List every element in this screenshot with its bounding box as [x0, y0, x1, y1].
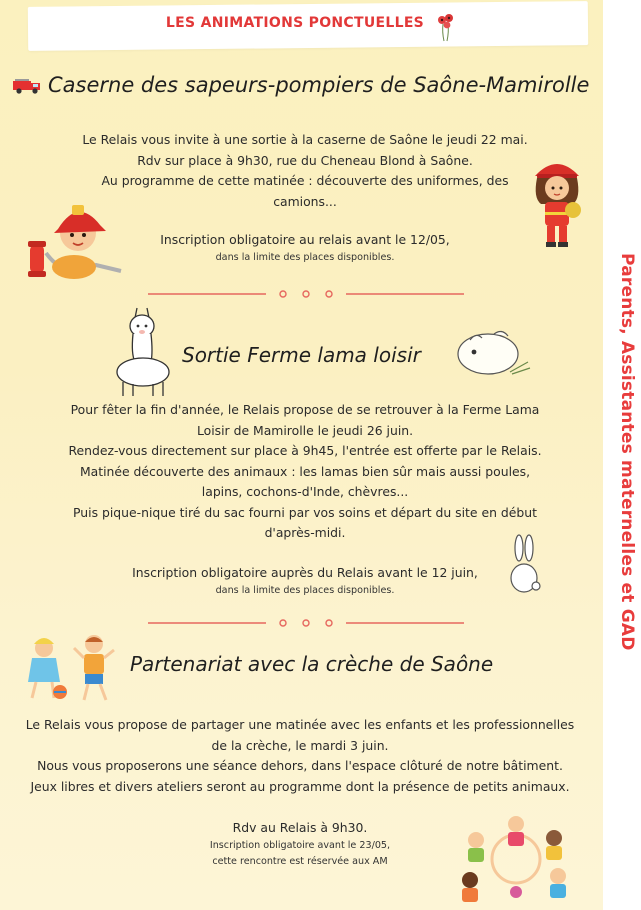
- caserne-line: Au programme de cette matinée : découverte des uniformes, des: [101, 173, 509, 188]
- creche-line: Nous vous proposerons une séance dehors, dans l'espace clôturé de notre bâtiment.: [37, 758, 563, 773]
- section-divider: [148, 617, 464, 629]
- ferme-line: d'après-midi.: [264, 525, 346, 540]
- rabbit-illustration: [506, 534, 542, 596]
- caserne-description: [60, 130, 550, 212]
- caserne-line: Rdv sur place à 9h30, rue du Cheneau Blond à Saône.: [137, 152, 473, 168]
- firefighter-girl-illustration: [527, 152, 587, 248]
- ferme-line: Matinée découverte des animaux : les lamas bien sûr mais aussi poules,: [79, 463, 531, 479]
- creche-rdv: Rdv au Relais à 9h30.: [232, 820, 368, 835]
- ferme-inscription: Inscription obligatoire auprès du Relais avant le 12 juin,: [132, 565, 478, 580]
- creche-inscription-line: Inscription obligatoire avant le 23/05,: [209, 840, 391, 851]
- audience-label: Parents, Assistantes maternelles et GAD: [617, 253, 637, 651]
- kids-circle-illustration: [446, 814, 586, 904]
- ferme-line: lapins, cochons-d'Inde, chèvres...: [201, 484, 409, 499]
- section-divider: [148, 288, 464, 300]
- creche-line: de la crèche, le mardi 3 juin.: [211, 737, 389, 753]
- caserne-inscription: Inscription obligatoire au relais avant le 12/05,: [160, 232, 450, 247]
- ferme-description: [40, 400, 570, 544]
- poppy-flower-icon: [435, 12, 457, 42]
- caserne-line: camions...: [273, 193, 337, 209]
- section-title-ferme: Sortie Ferme lama loisir: [182, 343, 421, 367]
- fire-truck-icon: [12, 77, 42, 95]
- guinea-pig-illustration: [450, 322, 532, 382]
- creche-note: cette rencontre est réservée aux AM: [212, 856, 388, 867]
- creche-line: Le Relais vous propose de partager une matinée avec les enfants et les professionnelles: [25, 717, 575, 732]
- page-title: LES ANIMATIONS PONCTUELLES: [165, 15, 425, 31]
- creche-description: [12, 715, 588, 797]
- ferme-line: Loisir de Mamirolle le jeudi 26 juin.: [196, 422, 414, 438]
- firefighter-boy-illustration: [26, 193, 128, 285]
- ferme-line: Pour fêter la fin d'année, le Relais propose de se retrouver à la Ferme Lama: [70, 402, 540, 417]
- section-title-caserne: Caserne des sapeurs-pompiers de Saône-Mamirolle: [48, 73, 590, 97]
- creche-line: Jeux libres et divers ateliers seront au programme dont la présence de petits animaux.: [30, 778, 570, 794]
- caserne-note: dans la limite des places disponibles.: [215, 252, 395, 263]
- caserne-line: Le Relais vous invite à une sortie à la caserne de Saône le jeudi 22 mai.: [82, 132, 528, 147]
- llama-illustration: [107, 302, 177, 400]
- ferme-line: Rendez-vous directement sur place à 9h45, l'entrée est offerte par le Relais.: [68, 443, 542, 458]
- playing-kids-illustration: [24, 630, 120, 704]
- section-title-creche: Partenariat avec la crèche de Saône: [130, 652, 494, 676]
- ferme-note: dans la limite des places disponibles.: [215, 585, 395, 596]
- ferme-line: Puis pique-nique tiré du sac fourni par vos soins et départ du site en début: [73, 504, 537, 520]
